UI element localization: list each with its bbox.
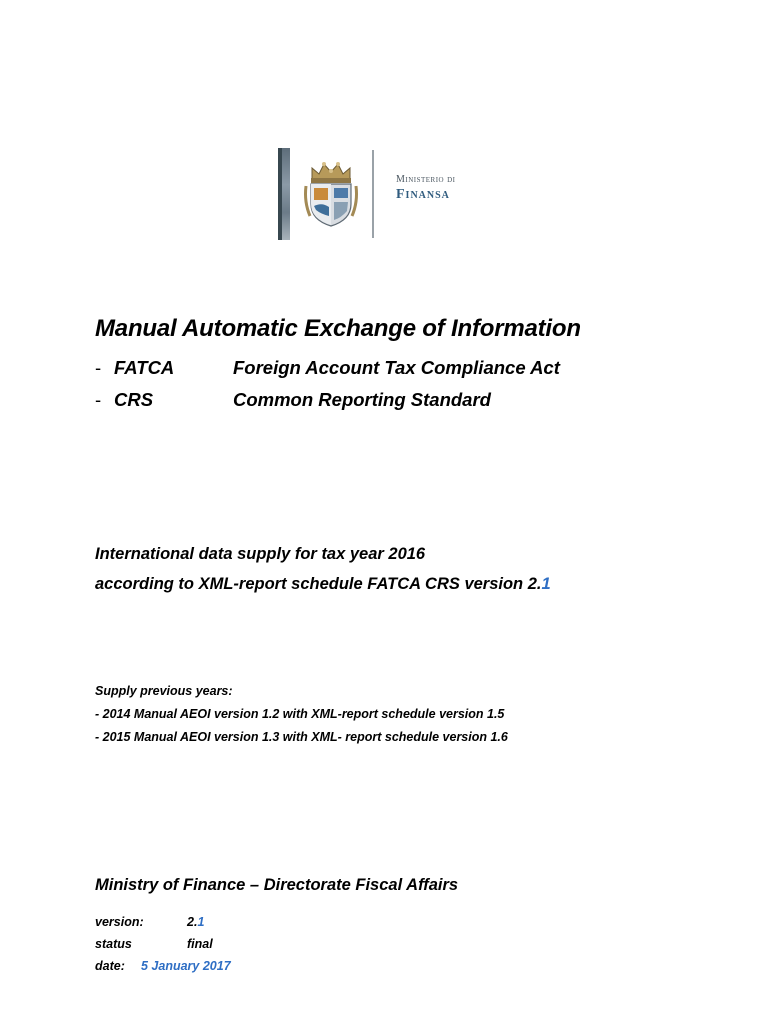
version-label: version: xyxy=(95,915,144,929)
acronym-abbr: FATCA xyxy=(114,357,175,378)
status-label: status xyxy=(95,937,132,951)
supply-line-tax-year: International data supply for tax year 2016 xyxy=(95,545,426,563)
acronym-abbr: CRS xyxy=(114,389,154,410)
date-value: 5 January 2017 xyxy=(141,959,231,973)
ministry-directorate-line: Ministry of Finance – Directorate Fiscal Affairs xyxy=(95,876,459,894)
status-value: final xyxy=(187,937,213,951)
previous-year-item: - 2014 Manual AEOI version 1.2 with XML-report schedule version 1.5 xyxy=(95,707,505,721)
supply-schedule-text: according to XML-report schedule FATCA CRS version 2. xyxy=(95,575,542,593)
acronym-full: Common Reporting Standard xyxy=(233,389,491,410)
document-title: Manual Automatic Exchange of Information xyxy=(95,315,581,342)
list-dash: - xyxy=(95,357,102,378)
supply-line-schedule xyxy=(95,575,551,594)
logo-stripe xyxy=(278,148,290,240)
coat-of-arms-icon xyxy=(302,158,360,228)
logo-divider xyxy=(372,150,374,238)
date-label: date: xyxy=(95,959,125,973)
previous-year-item: - 2015 Manual AEOI version 1.3 with XML- report schedule version 1.6 xyxy=(95,730,508,744)
acronym-full: Foreign Account Tax Compliance Act xyxy=(233,357,560,378)
previous-years-heading: Supply previous years: xyxy=(95,684,233,698)
supply-schedule-version-minor: 1 xyxy=(541,575,551,593)
ministry-logo xyxy=(276,146,476,242)
logo-finansa-label: Finansa xyxy=(396,187,450,202)
version-value xyxy=(187,915,204,929)
list-dash: - xyxy=(95,389,102,410)
version-minor: 1 xyxy=(197,915,205,929)
version-major: 2. xyxy=(187,915,198,929)
logo-ministry-label: Ministerio di xyxy=(396,174,456,185)
